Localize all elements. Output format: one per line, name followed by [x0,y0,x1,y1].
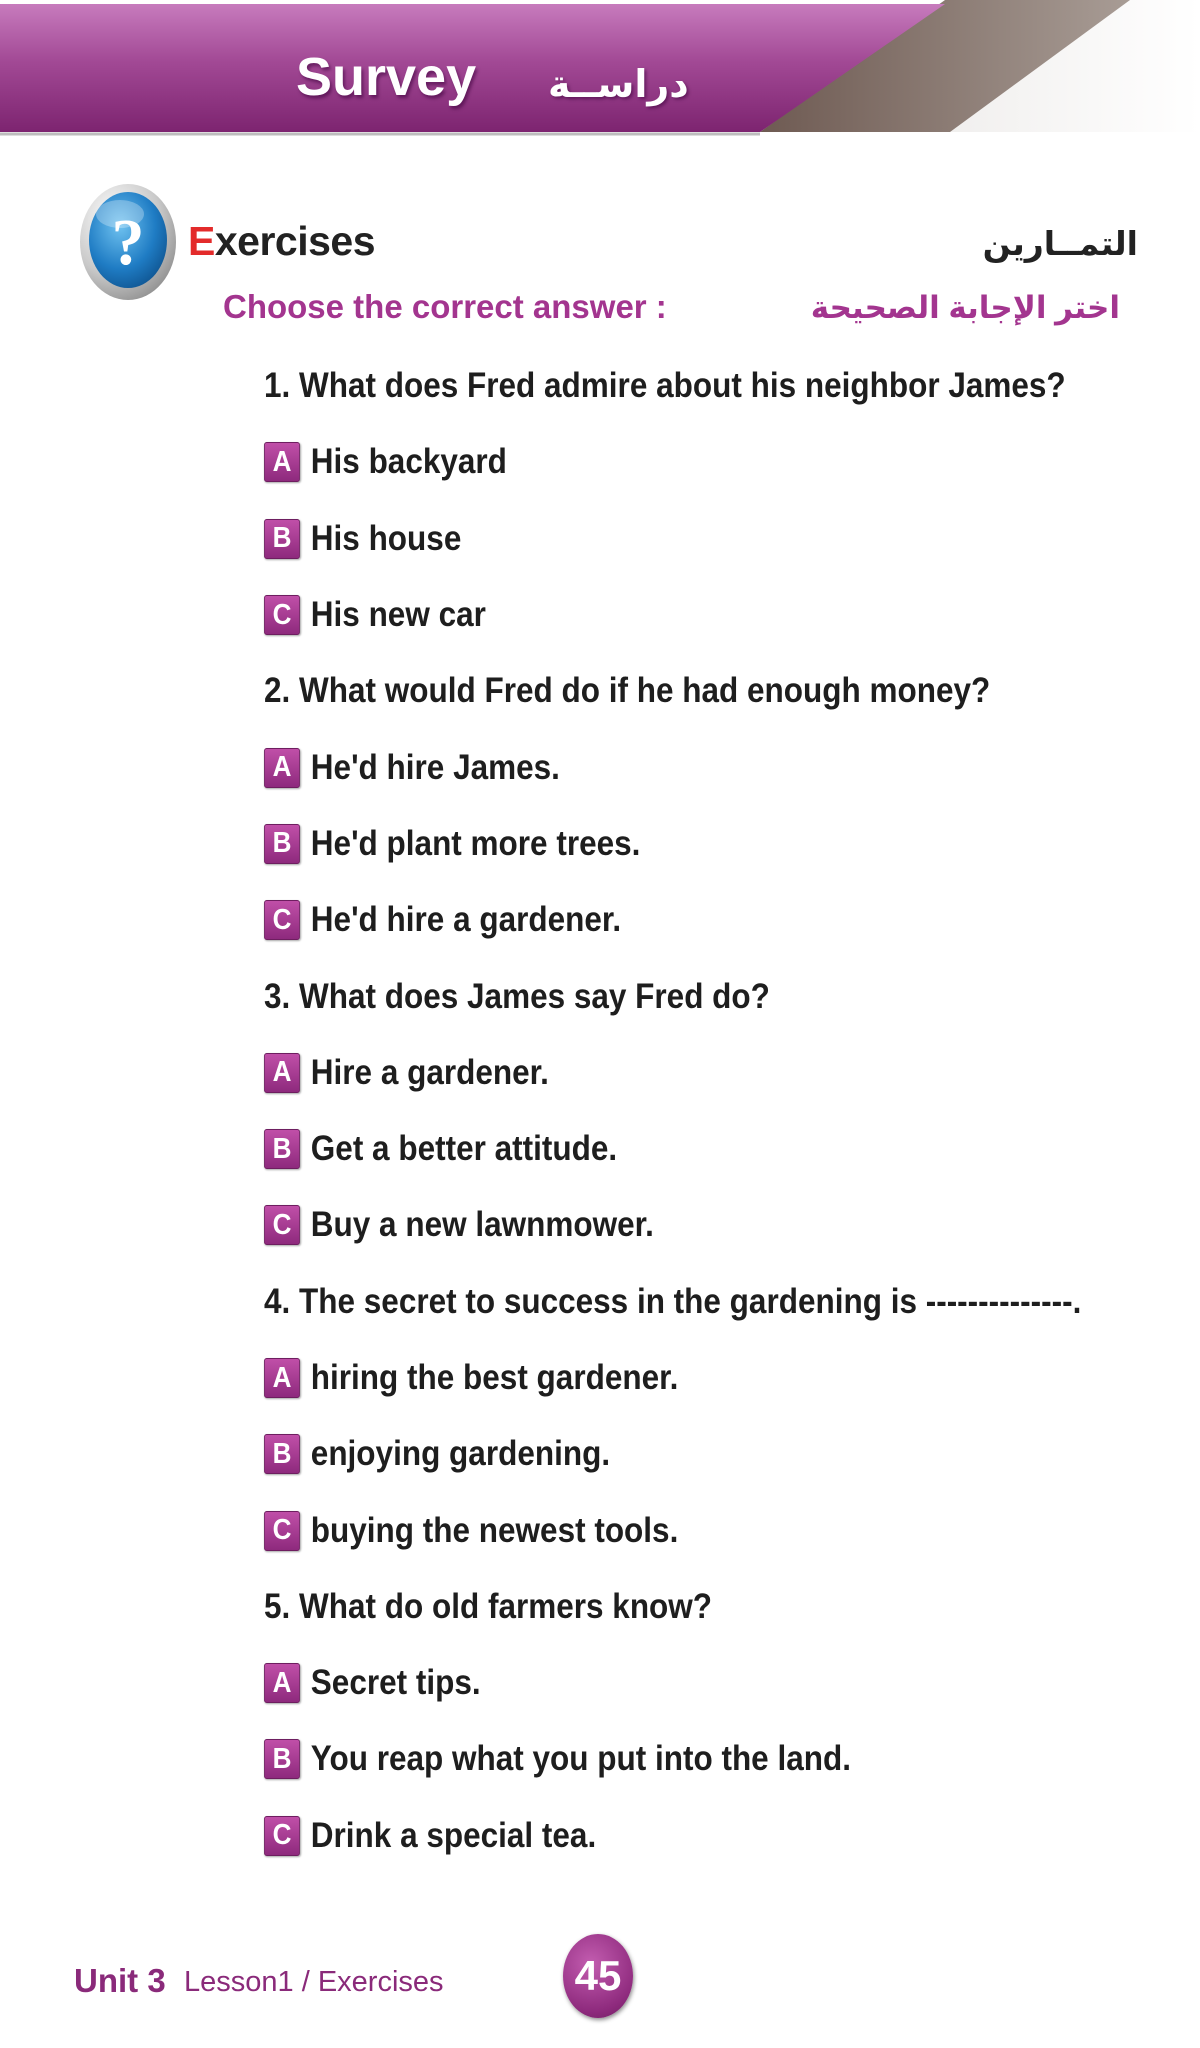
option-letter-badge: A [264,1663,300,1703]
option-letter-badge: A [264,748,300,788]
option-letter-badge: B [264,824,300,864]
page-number: 45 [574,1952,622,1999]
option-text: He'd hire James. [310,747,560,787]
section-title-rest: xercises [214,218,376,264]
option-text: You reap what you put into the land. [310,1739,851,1779]
option-text: His house [310,518,462,558]
option-text: He'd plant more trees. [310,823,641,863]
option-text: buying the newest tools. [310,1510,679,1550]
q1-option-b[interactable] [264,501,1056,577]
q1-option-c[interactable] [264,577,1056,653]
option-letter-badge: A [264,1358,300,1398]
option-letter-badge: A [264,442,300,482]
page-number-badge [563,1934,633,2018]
footer-lesson: Lesson1 / Exercises [184,1966,444,1998]
q4-option-a[interactable] [264,1340,1056,1416]
q4-option-c[interactable] [264,1492,1056,1568]
option-letter-badge: B [264,1434,300,1474]
instruction-text: Choose the correct answer : [223,288,667,325]
option-letter-badge: A [264,1053,300,1093]
option-letter-badge: C [264,1205,300,1245]
section-title-arabic: التمــارين [982,225,1138,262]
option-text: His new car [310,595,486,635]
option-letter-badge: C [264,900,300,940]
option-letter-badge: C [264,1816,300,1856]
option-text: enjoying gardening. [310,1434,611,1474]
header-banner [0,0,1200,140]
question-2: 2. What would Fred do if he had enough money? [264,671,991,711]
question-5: 5. What do old farmers know? [264,1586,713,1626]
svg-text:?: ? [111,206,145,279]
option-letter-badge: B [264,519,300,559]
option-letter-badge: C [264,1511,300,1551]
question-mark-icon [78,180,178,304]
section-title-first-letter: E [188,218,215,264]
option-letter-badge: B [264,1739,300,1779]
q5-option-b[interactable] [264,1721,1056,1797]
q3-option-a[interactable] [264,1035,1056,1111]
option-text: Hire a gardener. [310,1052,549,1092]
quiz-list [264,348,1144,1874]
q4-option-b[interactable] [264,1416,1056,1492]
question-1: 1. What does Fred admire about his neighbor James? [264,366,1066,406]
q3-option-b[interactable] [264,1111,1056,1187]
option-text: Buy a new lawnmower. [310,1205,654,1245]
option-letter-badge: C [264,595,300,635]
q2-option-a[interactable] [264,729,1056,805]
q2-option-c[interactable] [264,882,1056,958]
option-letter-badge: B [264,1129,300,1169]
q3-option-c[interactable] [264,1187,1056,1263]
option-text: hiring the best gardener. [310,1358,679,1397]
question-4: 4. The secret to success in the gardening is --------------. [264,1281,1082,1321]
q1-option-a[interactable] [264,424,1056,500]
q5-option-a[interactable] [264,1645,1056,1721]
option-text: Drink a special tea. [310,1815,597,1855]
page-title-arabic: دراســة [548,64,689,106]
section-title [188,218,375,265]
option-text: He'd hire a gardener. [310,900,622,940]
question-3: 3. What does James say Fred do? [264,976,770,1016]
instruction-text-arabic: اختر الإجابة الصحيحة [810,290,1120,325]
footer-unit: Unit 3 [74,1962,166,1999]
option-text: Secret tips. [310,1663,481,1703]
q5-option-c[interactable] [264,1798,1056,1874]
option-text: Get a better attitude. [310,1129,618,1169]
q2-option-b[interactable] [264,806,1056,882]
option-text: His backyard [310,442,507,482]
page-title: Survey [296,47,477,107]
